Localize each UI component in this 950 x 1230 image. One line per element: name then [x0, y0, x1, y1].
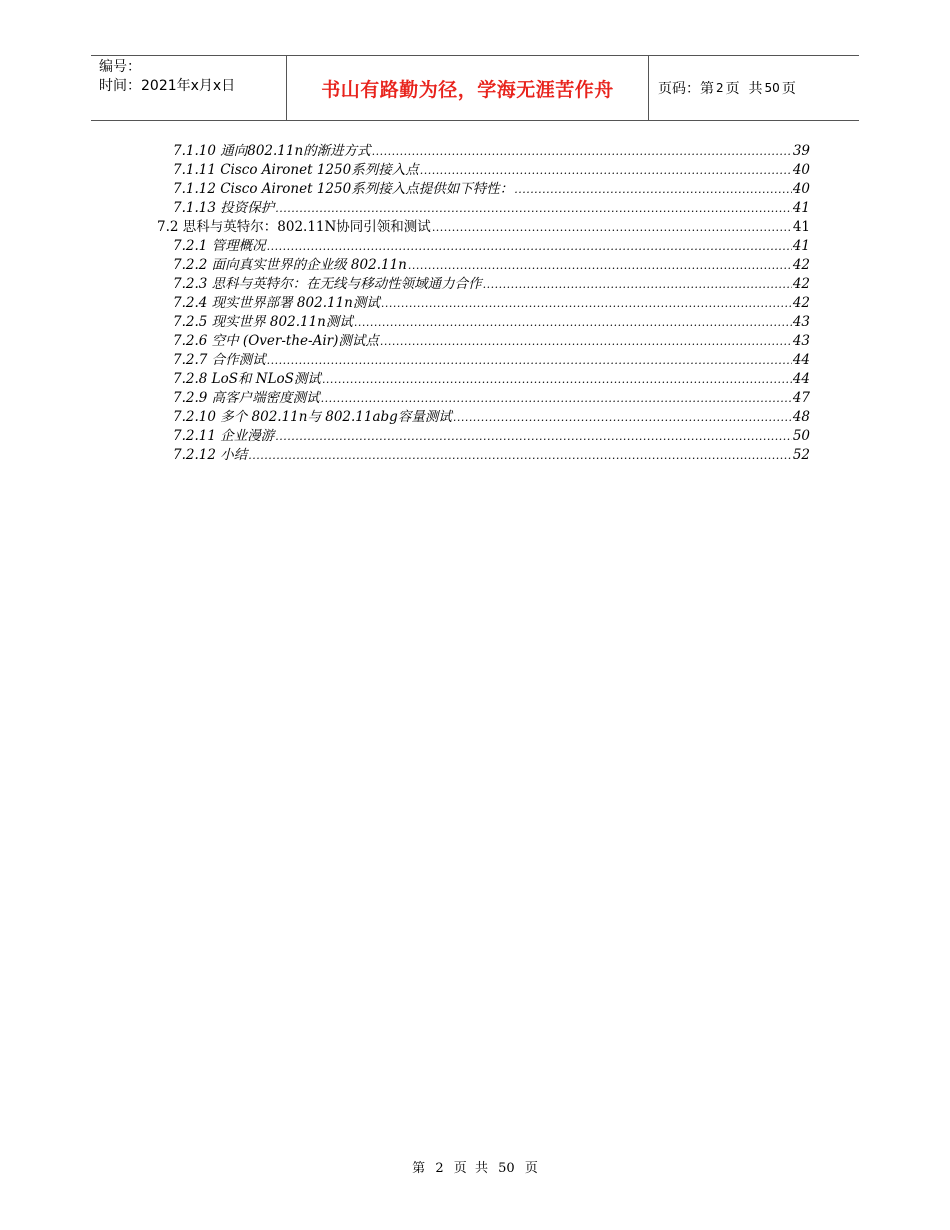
- page-header: [91, 55, 859, 121]
- header-info: [91, 56, 287, 120]
- toc-section-entry[interactable]: [0, 218, 950, 237]
- toc-entry-title: 7.2.9 高客户端密度测试: [173, 390, 320, 406]
- toc-entry[interactable]: [0, 180, 950, 199]
- toc-leader-dots: [267, 237, 792, 256]
- toc-leader-dots: [275, 199, 792, 218]
- toc-entry-title: 7.2.1 管理概况: [173, 238, 266, 254]
- toc-entry-page: 43: [792, 314, 810, 330]
- toc-entry-title: 7.2.2 面向真实世界的企业级 802.11n: [173, 257, 407, 273]
- toc-entry-title: 7.2.11 企业漫游: [173, 428, 275, 444]
- toc-entry-title: 7.1.10 通向802.11n的渐进方式: [173, 143, 371, 159]
- toc-entry-title: 7.2.10 多个 802.11n与 802.11abg容量测试: [173, 409, 452, 425]
- toc-entry[interactable]: [0, 370, 950, 389]
- header-page-indicator: [649, 56, 859, 120]
- page-footer: [0, 1157, 950, 1176]
- header-page-mid: 页 共: [725, 81, 763, 97]
- toc-leader-dots: [453, 408, 792, 427]
- toc-entry[interactable]: [0, 332, 950, 351]
- toc-leader-dots: [354, 313, 792, 332]
- toc-leader-dots: [248, 446, 792, 465]
- toc-entry[interactable]: [0, 294, 950, 313]
- toc-entry-page: 42: [792, 295, 810, 311]
- toc-entry[interactable]: [0, 161, 950, 180]
- toc-entry-title: 7.1.12 Cisco Aironet 1250系列接入点提供如下特性：: [173, 181, 514, 197]
- footer-page-total: 50: [498, 1161, 515, 1176]
- toc-entry-title: 7.2.6 空中 (Over-the-Air)测试点: [173, 333, 379, 349]
- toc-entry-page: 50: [792, 428, 810, 444]
- toc-entry-page: 41: [792, 238, 810, 254]
- toc-entry-page: 48: [792, 409, 810, 425]
- toc-entry[interactable]: [0, 199, 950, 218]
- toc-entry-title: 7.2.12 小结: [173, 447, 248, 463]
- footer-suffix: 页: [524, 1161, 538, 1176]
- toc-entry[interactable]: [0, 256, 950, 275]
- toc-leader-dots: [408, 256, 792, 275]
- toc-entry-page: 42: [792, 257, 810, 273]
- header-page-prefix: 页码：第: [658, 81, 714, 97]
- toc-leader-dots: [275, 427, 792, 446]
- toc-entry-page: 41: [792, 200, 810, 216]
- footer-prefix: 第: [412, 1161, 426, 1176]
- toc-entry-page: 44: [792, 371, 810, 387]
- toc-leader-dots: [381, 294, 792, 313]
- header-motto: 书山有路勤为径，学海无涯苦作舟: [287, 56, 649, 120]
- header-page-total: 50: [764, 81, 780, 95]
- toc-entry[interactable]: [0, 313, 950, 332]
- toc-entry-title: 7.2.5 现实世界 802.11n测试: [173, 314, 353, 330]
- toc-entry-title: 7.2.3 思科与英特尔：在无线与移动性领域通力合作: [173, 276, 482, 292]
- toc-entry[interactable]: [0, 275, 950, 294]
- header-page-suffix: 页: [781, 81, 796, 97]
- toc-leader-dots: [372, 142, 792, 161]
- table-of-contents: [0, 142, 950, 465]
- toc-entry-page: 43: [792, 333, 810, 349]
- toc-leader-dots: [321, 389, 792, 408]
- toc-entry-title: 7.1.13 投资保护: [173, 200, 275, 216]
- toc-entry-page: 40: [792, 162, 810, 178]
- toc-entry-title: 7.2.8 LoS和 NLoS测试: [173, 371, 321, 387]
- toc-entry-title: 7.2.4 现实世界部署 802.11n测试: [173, 295, 380, 311]
- footer-page-current: 2: [435, 1161, 444, 1176]
- toc-entry-page: 39: [792, 143, 810, 159]
- toc-entry-title: 7.1.11 Cisco Aironet 1250系列接入点: [173, 162, 419, 178]
- toc-entry[interactable]: [0, 408, 950, 427]
- toc-leader-dots: [267, 351, 792, 370]
- toc-leader-dots: [432, 218, 792, 237]
- toc-entry[interactable]: [0, 389, 950, 408]
- toc-entry-page: 52: [792, 447, 810, 463]
- toc-entry-page: 42: [792, 276, 810, 292]
- document-number-label: 编号：: [99, 59, 141, 75]
- toc-entry[interactable]: [0, 142, 950, 161]
- toc-entry-page: 40: [792, 181, 810, 197]
- toc-entry[interactable]: [0, 427, 950, 446]
- toc-entry-page: 44: [792, 352, 810, 368]
- toc-leader-dots: [514, 180, 792, 199]
- header-page-current: 2: [716, 81, 724, 95]
- toc-leader-dots: [322, 370, 792, 389]
- toc-entry-title: 7.2 思科与英特尔：802.11N协同引领和测试: [157, 219, 431, 235]
- toc-leader-dots: [380, 332, 792, 351]
- document-time-label: 时间：2021年x月x日: [99, 78, 236, 94]
- toc-entry[interactable]: [0, 351, 950, 370]
- toc-entry[interactable]: [0, 237, 950, 256]
- toc-entry-page: 47: [792, 390, 810, 406]
- toc-entry-page: 41: [792, 219, 810, 235]
- toc-leader-dots: [483, 275, 792, 294]
- toc-leader-dots: [420, 161, 792, 180]
- toc-entry-title: 7.2.7 合作测试: [173, 352, 266, 368]
- toc-entry[interactable]: [0, 446, 950, 465]
- footer-mid: 页 共: [453, 1161, 488, 1176]
